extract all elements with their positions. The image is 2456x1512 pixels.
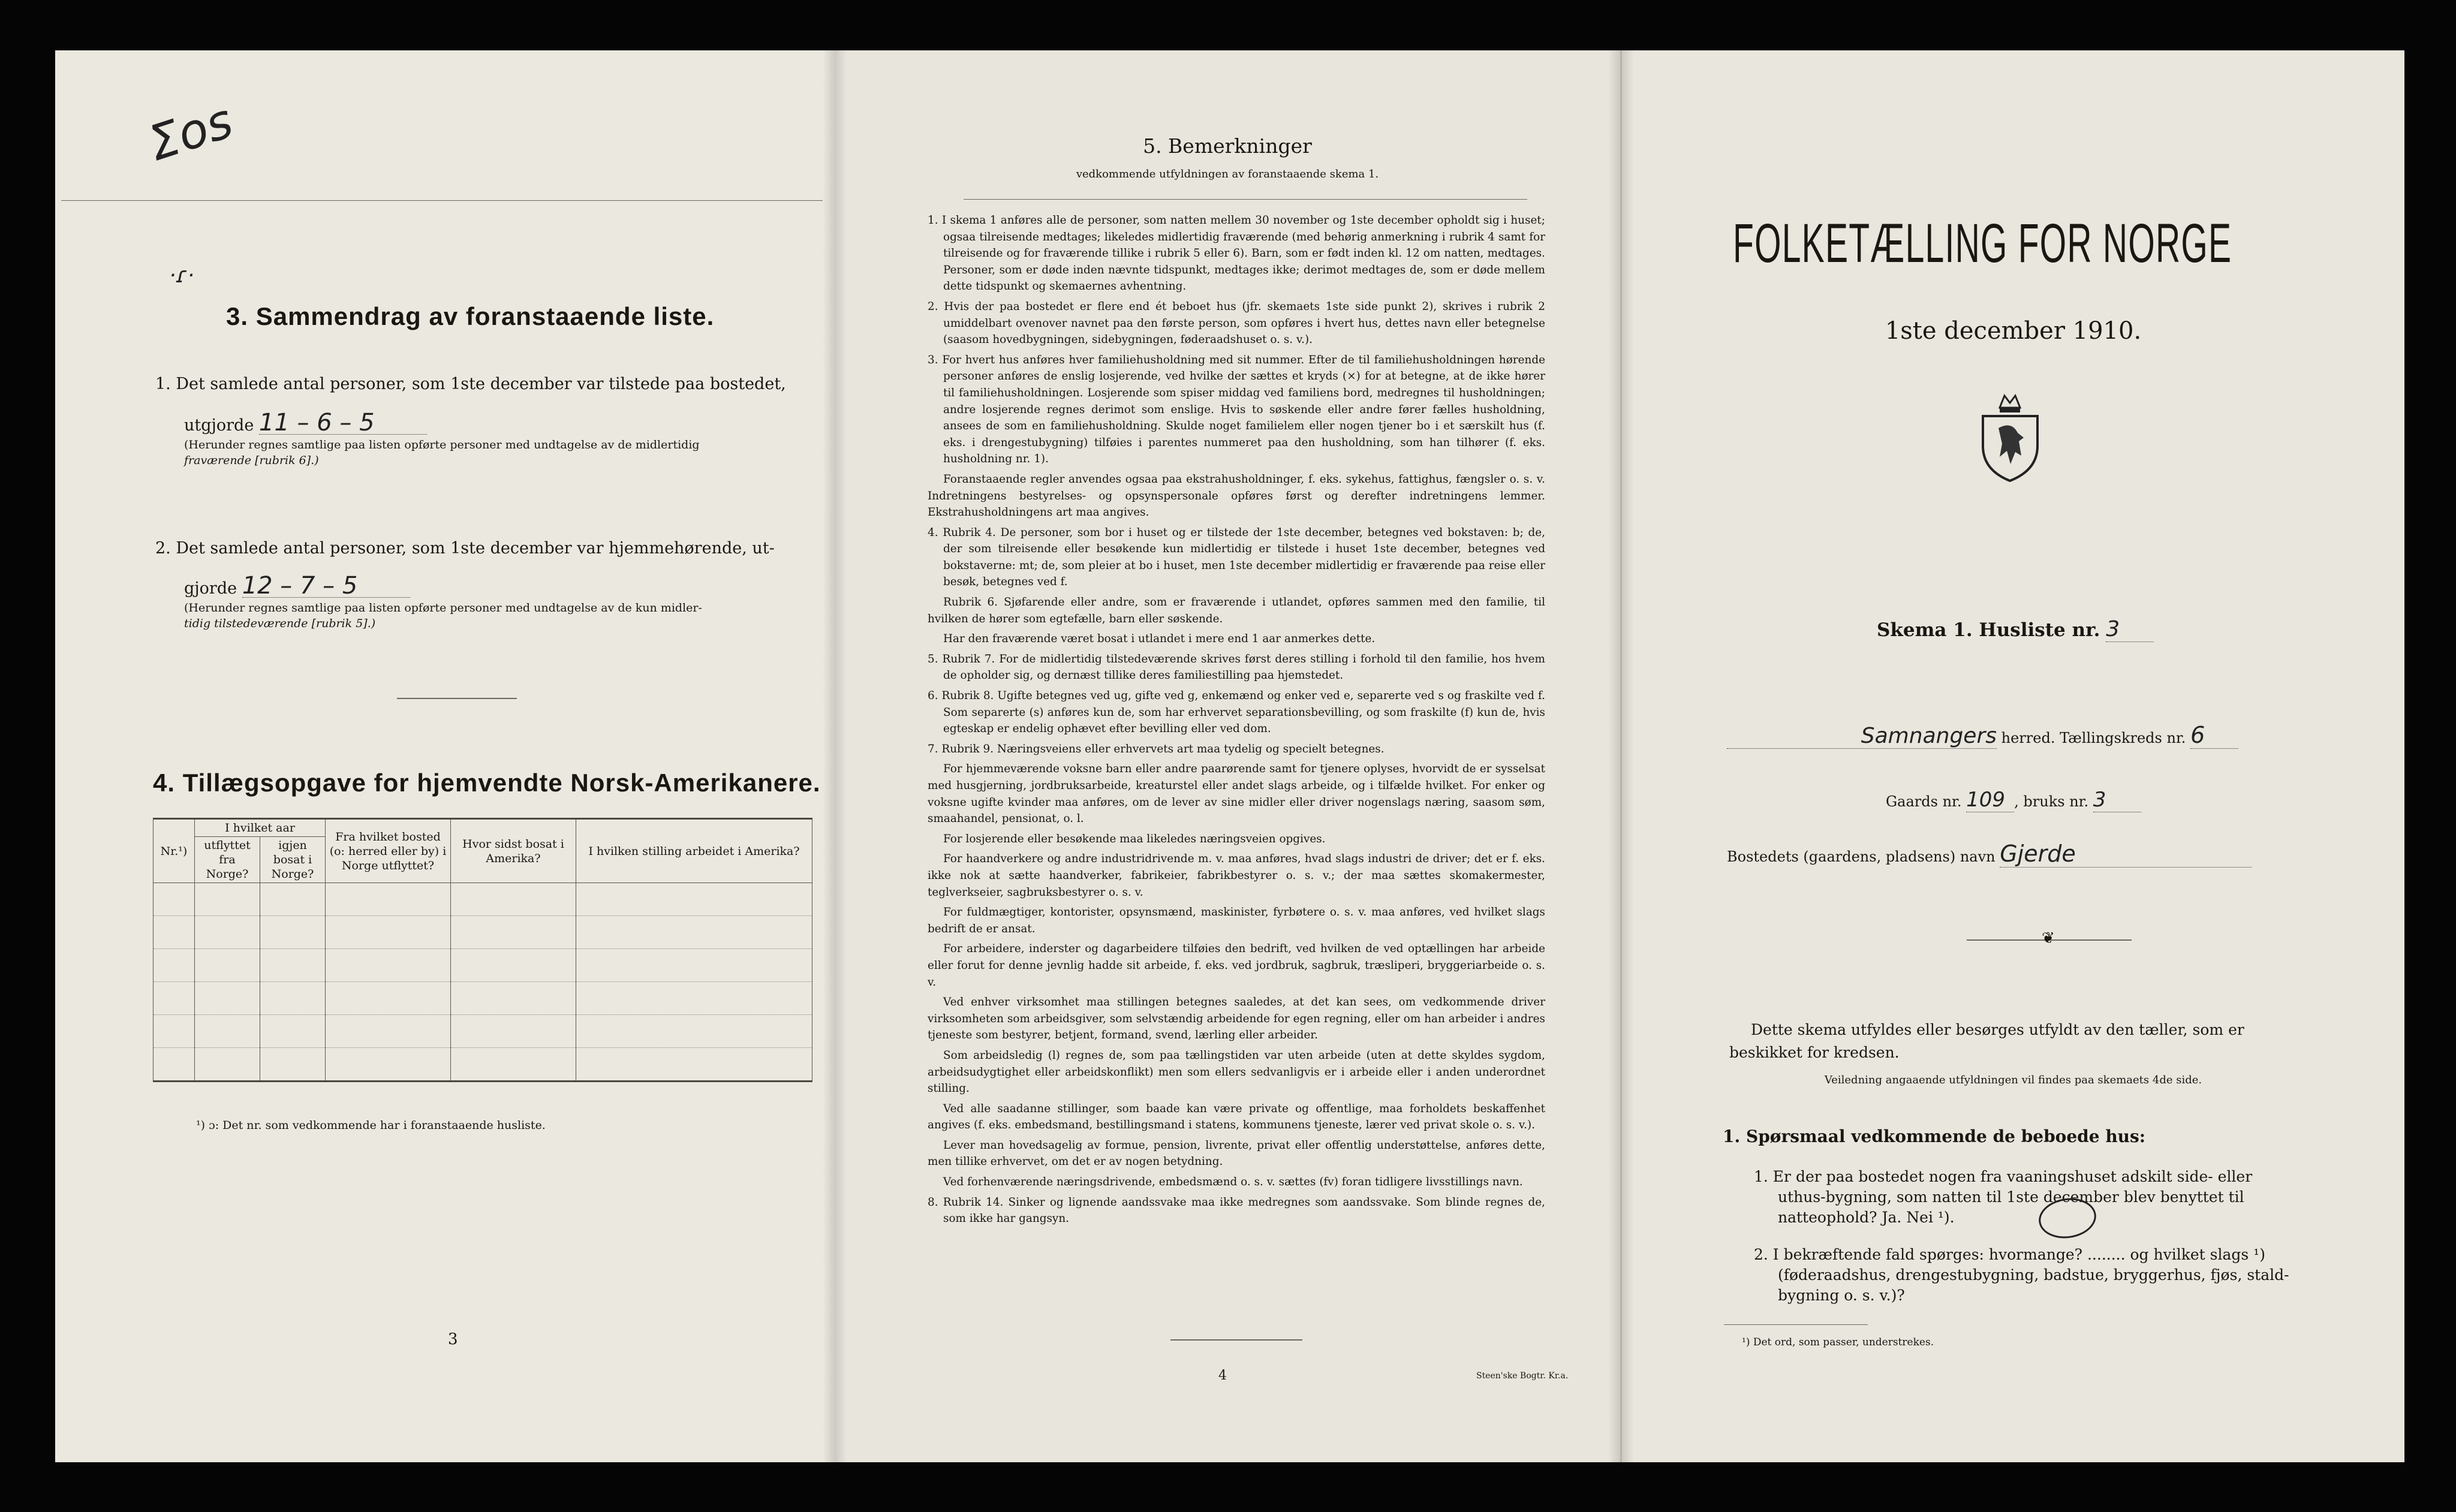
- question-1-line-b: uthus-bygning, som natten til 1ste december blev benyttet til: [1778, 1188, 2244, 1206]
- page-3: [55, 50, 835, 1462]
- item-2-value: 12 – 7 – 5: [242, 574, 410, 598]
- schema-line: [1877, 617, 2154, 642]
- bruks-label: bruks nr.: [2023, 793, 2089, 810]
- questions-heading: 1. Spørsmaal vedkommende de beboede hus:: [1723, 1127, 2146, 1146]
- remarks-list: [928, 212, 1545, 1231]
- section-3-heading: 3. Sammendrag av foranstaaende liste.: [226, 302, 715, 330]
- remark-paragraph: Ved alle saadanne stillinger, som baade kan være private og offentlige, maa forholdets beskaffenhet angives (f. eks. embedsmand, bestillingsmand i statens, kommunens tjeneste, lærer ved privat skole o. s. v.).: [928, 1102, 1545, 1132]
- remark-paragraph: 4. Rubrik 4. De personer, som bor i huset og er tilstede der 1ste december, betegnes ved bokstaven: b; de, der som tilreisende eller besøkende kun midlertidig er tilstede i huset 1ste december, betegnes ved bokstaverne: mt; de, som pleier at bo i huset, men 1ste december midlertidig er fraværende paa reise eller besøk, betegnes ved f.: [928, 526, 1545, 589]
- instruction-line-a: Dette skema utfyldes eller besørges utfyldt av den tæller, som er: [1751, 1021, 2244, 1038]
- col-stilling: I hvilken stilling arbeidet i Amerika?: [576, 819, 812, 883]
- bruks-value: 3: [2093, 788, 2141, 812]
- census-date: 1ste december 1910.: [1885, 317, 2142, 345]
- short-divider: [397, 698, 517, 699]
- section-4-heading: 4. Tillægsopgave for hjemvendte Norsk-Amerikanere.: [153, 769, 821, 797]
- col-sidst: Hvor sidst bosat i Amerika?: [451, 819, 576, 883]
- col-nr: Nr.¹): [154, 819, 195, 883]
- kreds-label: Tællingskreds nr.: [2060, 730, 2186, 746]
- remark-paragraph: 7. Rubrik 9. Næringsveiens eller erhvervets art maa tydelig og specielt betegnes.: [928, 742, 1384, 755]
- remark-paragraph: 8. Rubrik 14. Sinker og lignende aandssvake maa ikke medregnes som aandssvake. Som blinde regnes de, som ikke har gangsyn.: [928, 1195, 1545, 1225]
- remarks-divider: [964, 199, 1527, 200]
- col-igjen: igjen bosat i Norge?: [260, 837, 326, 883]
- gaards-label: Gaards nr.: [1886, 793, 1962, 810]
- kreds-value: 6: [2190, 722, 2238, 749]
- husliste-nr: 3: [2106, 617, 2154, 642]
- question-2-line-c: bygning o. s. v.)?: [1778, 1287, 1905, 1304]
- page-4: [835, 50, 1620, 1462]
- top-divider: [61, 200, 823, 201]
- gaards-line: Gaards nr. 109 , bruks nr. 3: [1886, 788, 2141, 812]
- table-footnote: ¹) ɔ: Det nr. som vedkommende har i foranstaaende husliste.: [196, 1119, 546, 1132]
- bosted-label: Bostedets (gaardens, pladsens) navn: [1727, 848, 1996, 865]
- question-1-line-a: 1. Er der paa bostedet nogen fra vaaningshuset adskilt side- eller: [1754, 1168, 2253, 1185]
- table-row: [154, 916, 812, 949]
- item-2-note-b: tidig tilstedeværende [rubrik 5].): [184, 617, 376, 630]
- col-bosted: Fra hvilket bosted (o: herred eller by) i Norge utflyttet?: [326, 819, 451, 883]
- census-title: FOLKETÆLLING FOR NORGE: [1733, 213, 2232, 274]
- question-2: [1754, 1245, 2353, 1306]
- item-1-value: 11 – 6 – 5: [259, 411, 427, 435]
- table-row: [154, 883, 812, 916]
- remark-paragraph: Foranstaaende regler anvendes ogsaa paa ekstrahusholdninger, f. eks. sykehus, fattighus, fængsler o. s. v. Indretningens bestyrelses- og opsynspersonale opføres først og derefter indretningens lemmer. Ekstrahusholdningens art maa angives.: [928, 472, 1545, 519]
- item-1-label: utgjorde: [184, 416, 254, 435]
- remark-paragraph: 3. For hvert hus anføres hver familiehusholdning med sit nummer. Efter de til familiehusholdningen hørende personer anføres de enslig losjerende, ved hvilke der sættes et kryds (×) for at betegne, at de ikke hører til familiehusholdningen. Losjerende som spiser middag ved familiens bord, medregnes til husholdningen; andre losjerende regnes derimot som enslige. Hvis to søskende eller andre fører fælles husholdning, ansees de som en familiehusholdning. Skulde noget familielem eller nogen tjener bo i et særskilt hus (f. eks. i drengestubygning) tilføies i parentes nummeret paa den husholdning, som han tilhører (f. eks. husholdning nr. 1).: [928, 353, 1545, 466]
- item-1-text: 1. Det samlede antal personer, som 1ste december var tilstede paa bostedet,: [155, 375, 786, 393]
- veiledning: Veiledning angaaende utfyldningen vil findes paa skemaets 4de side.: [1824, 1074, 2202, 1086]
- table-row: [154, 982, 812, 1015]
- remark-paragraph: For haandverkere og andre industridrivende m. v. maa anføres, hvad slags industri de driver; det er f. eks. ikke nok at sætte haandverker, fabrikeier, fabrikbestyrer o. s. v.; der maa sættes skomakermester, teglverkseier, sagbruksbestyrer o. s. v.: [928, 853, 1545, 899]
- table-row: [154, 949, 812, 982]
- remark-paragraph: Som arbeidsledig (l) regnes de, som paa tællingstiden var uten arbeide (uten at dette skyldes sygdom, arbeidsudygtighet eller arbeidskonflikt) men som ellers sedvanligvis er i arbeide eller i anden underordnet stilling.: [928, 1049, 1545, 1095]
- item-1-note-b: fraværende [rubrik 6].): [184, 454, 319, 467]
- question-2-line-b: (føderaadshus, drengestubygning, badstue, bryggerhus, fjøs, stald-: [1778, 1266, 2289, 1284]
- norsk-amerikanere-table: [153, 818, 812, 1082]
- remark-paragraph: For hjemmeværende voksne barn eller andre paarørende samt for tjenere oplyses, hvorvidt de er sysselsat med husgjerning, jordbruksarbeide, kreaturstel eller andet slags arbeide, og i tilfælde hvilket. For enker og voksne ugifte kvinder maa anføres, om de lever av sine midler eller driver nogenslags næring, saasom søm, smaahandel, pensionat, o. l.: [928, 763, 1545, 826]
- item-2-label: gjorde: [184, 579, 237, 598]
- question-1-line-c: natteophold? Ja. Nei ¹).: [1778, 1209, 1955, 1226]
- col-group-aar: I hvilket aar: [195, 819, 326, 837]
- handwritten-scribble: Ʃos: [142, 92, 240, 172]
- instruction-line-b: beskikket for kredsen.: [1729, 1044, 1900, 1061]
- summary-item-2: [155, 537, 821, 631]
- herred-value: Samnangers: [1727, 724, 1997, 749]
- remark-paragraph: 6. Rubrik 8. Ugifte betegnes ved ug, gifte ved g, enkemænd og enker ved e, separerte ved s og fraskilte ved f. Som separerte (s) anføres kun de, som har erhvervet separationsbevilling, og som fraskilte (f) kun de, hvis egteskap er endelig ophævet efter bevilling eller ved dom.: [928, 689, 1545, 736]
- footnote-rule: [1724, 1324, 1868, 1325]
- instruction: [1729, 1019, 2244, 1064]
- page-number: 4: [1218, 1368, 1227, 1383]
- remark-paragraph: 2. Hvis der paa bostedet er flere end ét beboet hus (jfr. skemaets 1ste side punkt 2), skrives i rubrik 2 umiddelbart ovenover navnet paa den første person, som opføres i hvert hus, dettes navn eller betegnelse (saasom hovedbygningen, sidebygningen, føderaadshuset o. s. v.).: [928, 300, 1545, 347]
- coat-of-arms-icon: [1976, 391, 2045, 482]
- col-utflyttet: utflyttet fra Norge?: [195, 837, 260, 883]
- printer-mark: Steen'ske Bogtr. Kr.a.: [1476, 1371, 1569, 1381]
- page-number: 3: [448, 1330, 458, 1348]
- remarks-subheading: vedkommende utfyldningen av foranstaaende skema 1.: [1076, 168, 1379, 180]
- bottom-divider: [1170, 1339, 1302, 1341]
- handwritten-mark: ·ɾ·: [169, 263, 194, 288]
- table-row: [154, 1015, 812, 1048]
- remark-paragraph: Rubrik 6. Sjøfarende eller andre, som er fraværende i utlandet, opføres sammen med den familie, til hvilken de hører som egtefælle, barn eller søskende.: [928, 596, 1545, 625]
- gaards-value: 109: [1966, 788, 2014, 812]
- remark-paragraph: 5. Rubrik 7. For de midlertidig tilstedeværende skrives først deres stilling i forhold til den familie, hos hvem de opholder sig, og dernæst tillike deres familiestilling paa hjemstedet.: [928, 652, 1545, 682]
- remark-paragraph: For losjerende eller besøkende maa likeledes næringsveien opgives.: [943, 832, 1326, 845]
- remark-paragraph: Ved enhver virksomhet maa stillingen betegnes saaledes, at det kan sees, om vedkommende driver virksomheten som arbeidsgiver, som selvstændig arbeidende for egen regning, eller om han arbeider i andres tjeneste som bestyrer, betjent, formand, svend, lærling eller arbeider.: [928, 996, 1545, 1042]
- item-2-text: 2. Det samlede antal personer, som 1ste december var hjemmehørende, ut-: [155, 539, 775, 558]
- item-2-note-a: (Herunder regnes samtlige paa listen opførte personer med undtagelse av de kun midler-: [184, 601, 702, 615]
- page-1-footnote: ¹) Det ord, som passer, understrekes.: [1742, 1336, 1934, 1348]
- herred-line: [1727, 722, 2344, 749]
- page-1: [1620, 50, 2404, 1462]
- bosted-value: Gjerde: [2000, 841, 2252, 868]
- remarks-heading: 5. Bemerkninger: [1143, 134, 1312, 158]
- schema-label: Skema 1. Husliste nr.: [1877, 619, 2100, 641]
- herred-label: herred.: [2001, 730, 2055, 746]
- bosted-line: [1727, 841, 2252, 868]
- ornament-icon: ❦: [2042, 929, 2055, 947]
- remark-paragraph: For arbeidere, inderster og dagarbeidere tilføies den bedrift, ved hvilken de ved optællingen har arbeide eller forut for denne jevnlig hadde sit arbeide, f. eks. ved jordbruk, sagbruk, træsliperi, bryggeriarbeide o. s. v.: [928, 942, 1545, 989]
- remark-paragraph: Har den fraværende været bosat i utlandet i mere end 1 aar anmerkes dette.: [943, 632, 1376, 646]
- summary-item-1: [155, 373, 821, 468]
- remark-paragraph: Ved forhenværende næringsdrivende, embedsmænd o. s. v. sættes (fv) foran tidligere livsstillings navn.: [943, 1176, 1523, 1189]
- remark-paragraph: Lever man hovedsagelig av formue, pension, livrente, privat eller offentlig understøttelse, anføres dette, men tillike erhvervet, om det er av nogen betydning.: [928, 1138, 1545, 1168]
- item-1-note-a: (Herunder regnes samtlige paa listen opførte personer med undtagelse av de midlertidig: [184, 438, 700, 451]
- remark-paragraph: 1. I skema 1 anføres alle de personer, som natten mellem 30 november og 1ste december opholdt sig i huset; ogsaa tilreisende medtages; likeledes midlertidig fraværende (med behørig anmerkning i rubrik 4 samt for tilreisende og for fraværende tillike i rubrik 5 eller 6). Barn, som er født inden kl. 12 om natten, medtages. Personer, som er døde inden nævnte tidspunkt, medtages ikke; derimot medtages de, som er døde mellem dette tidspunkt og skemaernes avhentning.: [928, 214, 1545, 293]
- remark-paragraph: For fuldmægtiger, kontorister, opsynsmænd, maskinister, fyrbøtere o. s. v. maa anføres, ved hvilket slags bedrift de er ansat.: [928, 906, 1545, 935]
- question-2-line-a: 2. I bekræftende fald spørges: hvormange? ........ og hvilket slags ¹): [1754, 1246, 2265, 1263]
- table-row: [154, 1048, 812, 1082]
